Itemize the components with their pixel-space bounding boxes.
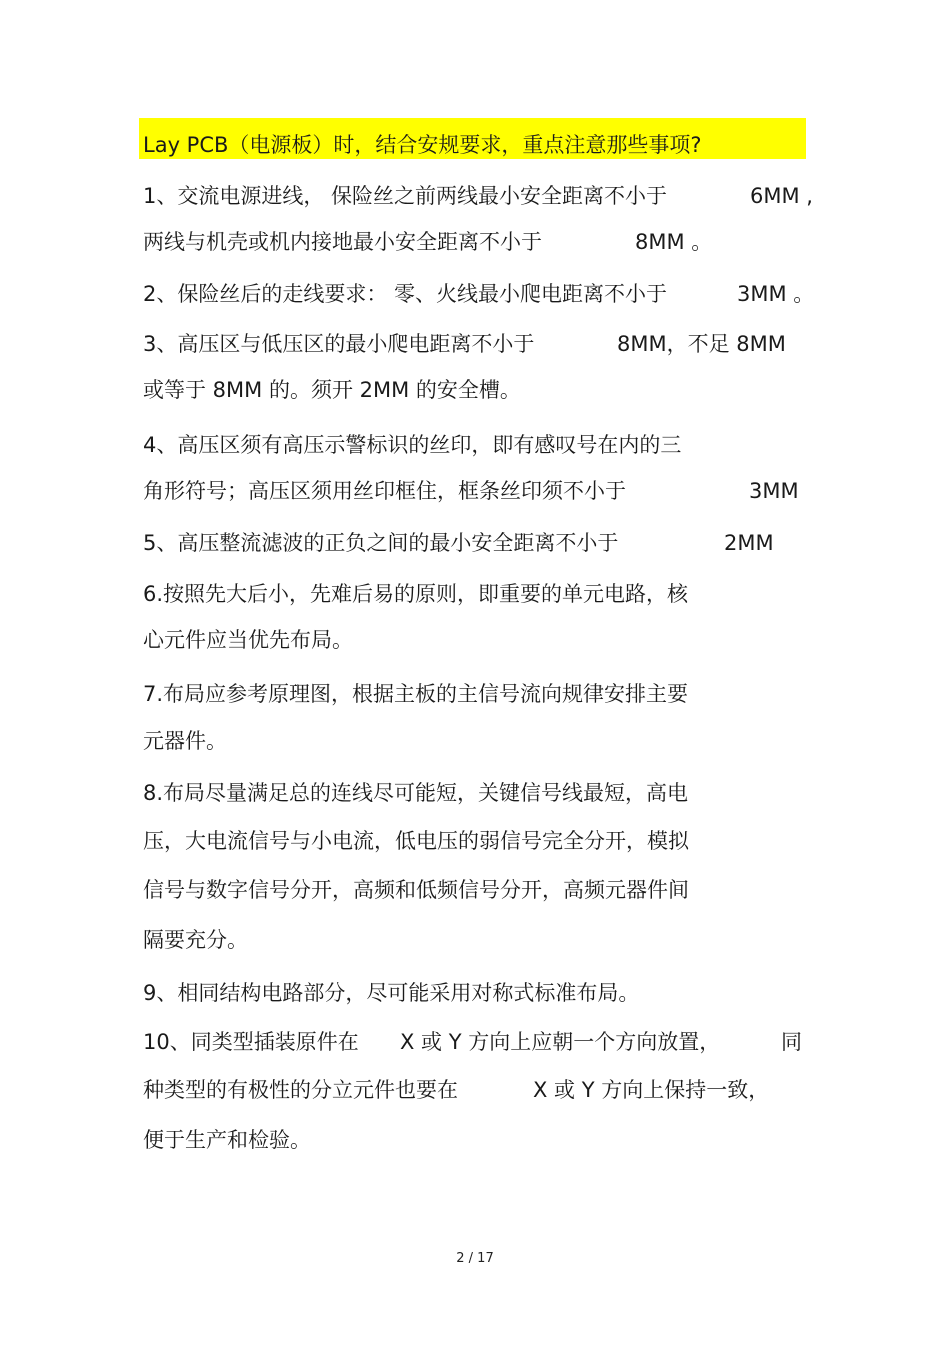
item-5-value-1: 2MM	[724, 531, 774, 555]
item-2-value-1: 3MM 。	[737, 282, 815, 306]
item-7-line-2: 元器件。	[143, 729, 227, 753]
item-1-value-2: 8MM 。	[635, 230, 713, 254]
item-10-line-2a: 种类型的有极性的分立元件也要在	[143, 1078, 458, 1102]
item-1-line-1: 1、交流电源进线， 保险丝之前两线最小安全距离不小于	[143, 184, 668, 208]
item-3-value-1: 8MM，不足 8MM	[617, 332, 786, 356]
document-title: Lay PCB（电源板）时，结合安规要求，重点注意那些事项?	[143, 133, 702, 157]
item-2-line-1: 2、保险丝后的走线要求： 零、火线最小爬电距离不小于	[143, 282, 668, 306]
item-7-line-1: 7.布局应参考原理图，根据主板的主信号流向规律安排主要	[143, 682, 689, 706]
item-8-line-1: 8.布局尽量满足总的连线尽可能短，关键信号线最短，高电	[143, 781, 689, 805]
item-10-line-1c: 同	[781, 1030, 802, 1054]
item-9-line-1: 9、相同结构电路部分，尽可能采用对称式标准布局。	[143, 981, 640, 1005]
item-8-line-2: 压，大电流信号与小电流，低电压的弱信号完全分开，模拟	[143, 829, 689, 853]
item-4-line-1: 4、高压区须有高压示警标识的丝印，即有感叹号在内的三	[143, 433, 682, 457]
item-3-line-1: 3、高压区与低压区的最小爬电距离不小于	[143, 332, 535, 356]
item-10-line-2b: X 或 Y 方向上保持一致，	[533, 1078, 770, 1102]
item-4-line-2: 角形符号；高压区须用丝印框住，框条丝印须不小于	[143, 479, 626, 503]
item-8-line-4: 隔要充分。	[143, 928, 248, 952]
item-10-line-1a: 10、同类型插装原件在	[143, 1030, 359, 1054]
item-3-line-2: 或等于 8MM 的。须开 2MM 的安全槽。	[143, 378, 521, 402]
item-10-line-1b: X 或 Y 方向上应朝一个方向放置，	[400, 1030, 721, 1054]
item-1-value-1: 6MM ,	[750, 184, 813, 208]
item-5-line-1: 5、高压整流滤波的正负之间的最小安全距离不小于	[143, 531, 619, 555]
item-4-value-2: 3MM	[749, 479, 799, 503]
page-number: 2 / 17	[456, 1251, 494, 1266]
item-6-line-2: 心元件应当优先布局。	[143, 628, 353, 652]
item-10-line-3: 便于生产和检验。	[143, 1128, 311, 1152]
item-1-line-2: 两线与机壳或机内接地最小安全距离不小于	[143, 230, 542, 254]
item-8-line-3: 信号与数字信号分开，高频和低频信号分开，高频元器件间	[143, 878, 689, 902]
item-6-line-1: 6.按照先大后小，先难后易的原则，即重要的单元电路，核	[143, 582, 689, 606]
